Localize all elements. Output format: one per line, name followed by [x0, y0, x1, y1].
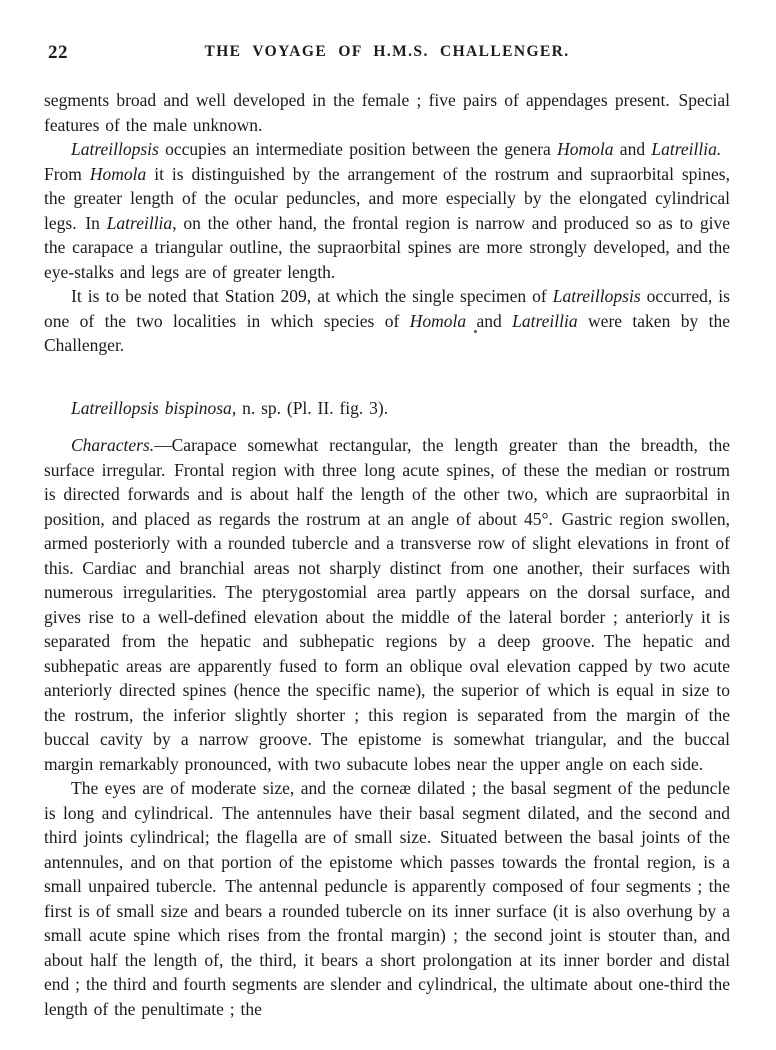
- text-run: , on the other hand, the frontal region is narrow and produced so as to give the carapace a triangular outline, the supraorbital spines are more strongly developed, and the eye-stalks and legs are of greater length.: [44, 212, 730, 282]
- text-run: The eyes are of moderate size, and the corneæ dilated ; the basal segment of the peduncle is long and cylindrical. The antennules have their basal segment dilated, and the second and third joints cylindrical; the flagella are of small size. Situated between the basal joints of the antennules, and on that portion of the epistome which passes towards the frontal region, is a small unpaired tubercle. The antennal peduncle is apparently composed of four segments ; the first is of small size and bears a rounded tubercle on its inner surface (it is also overhung by a small acute spine which rises from the frontal margin) ; the second joint is stouter than, and about half the length of, the third, it bears a short prolongation at its inner border and distal end ; the third and fourth segments are slender and cylindrical, the ultimate about one-third the length of the penultimate ; the: [44, 778, 730, 1019]
- italic-run: Latreillopsis bispinosa: [71, 397, 232, 418]
- italic-run: Homola: [557, 139, 614, 159]
- italic-run: Latreillia: [106, 212, 173, 233]
- text-run: From: [44, 139, 730, 184]
- italic-run: Latreillia.: [651, 139, 722, 159]
- text-run: and: [613, 139, 652, 159]
- italic-run: Latreillopsis: [552, 286, 641, 306]
- text-run: and: [466, 310, 513, 331]
- text-run: segments broad and well developed in the female ; five pairs of appendages present. Special features of the male unknown.: [44, 90, 730, 135]
- running-header-title: THE VOYAGE OF H.M.S. CHALLENGER.: [204, 43, 570, 60]
- text-run: it is distinguished by the arrangement of the rostrum and supraorbital spines, the greater length of the ocular peduncles, and more especially by the elongated cylindrical legs. In: [44, 163, 730, 233]
- paragraph-characters: [44, 433, 730, 776]
- paragraph-genus-comparison: [44, 137, 730, 284]
- text-run: occupies an intermediate position between the genera: [158, 139, 558, 159]
- paragraph-continuation: [44, 88, 730, 137]
- text-run: were taken by the Challenger.: [44, 310, 730, 355]
- italic-run: Characters.: [71, 435, 155, 455]
- paragraph-station-note: [44, 284, 730, 358]
- text-run: , n. sp. (Pl. II. fig. 3).: [231, 397, 389, 418]
- paragraph-eyes-antennae: [44, 776, 730, 1021]
- italic-run: Latreillia: [512, 310, 578, 331]
- page-number: 22: [48, 42, 68, 63]
- italic-run: Homola: [409, 310, 467, 331]
- text-run: It is to be noted that Station 209, at which the single specimen of: [71, 286, 553, 306]
- text-block: [44, 88, 730, 1021]
- text-run: occurred, is one of the two localities in which species of: [44, 286, 730, 331]
- species-heading: [44, 396, 730, 421]
- scan-artifact-dot: [474, 330, 477, 333]
- page-header: [44, 42, 730, 64]
- italic-run: Latreillopsis: [71, 139, 159, 159]
- italic-run: Homola: [89, 163, 147, 184]
- text-run: —Carapace somewhat rectangular, the length greater than the breadth, the surface irregular. Frontal region with three long acute spines, of these the median or rostrum is directed forwards and is about half the length of the other two, which are supraorbital in position, and placed as regards the rostrum at an angle of about 45°. Gastric region swollen, armed posteriorly with a rounded tubercle and a transverse row of slight elevations in front of this. Cardiac and branchial areas not sharply distinct from one another, their surfaces with numerous irregularities. The pterygostomial area partly appears on the dorsal surface, and gives rise to a well-defined elevation about the middle of the lateral border ; anteriorly it is separated from the hepatic and subhepatic regions by a deep groove. The hepatic and subhepatic areas are apparently fused to form an oblique oval elevation capped by two acute anteriorly directed spines (hence the specific name), the superior of which is equal in size to the rostrum, the inferior slightly shorter ; this region is separated from the margin of the buccal cavity by a narrow groove. The epistome is somewhat triangular, and the buccal margin remarkably pronounced, with two subacute lobes near the upper angle on each side.: [44, 435, 730, 774]
